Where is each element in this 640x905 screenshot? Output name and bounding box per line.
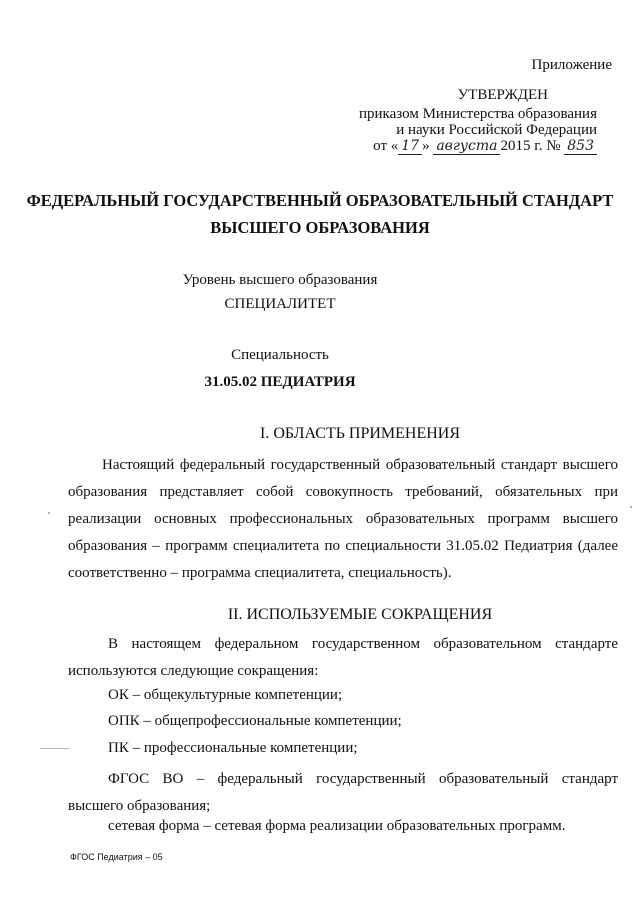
document-title-line-2: ВЫСШЕГО ОБРАЗОВАНИЯ [210,218,430,237]
abbreviation-item: ОК – общекультурные компетенции; [108,687,343,703]
order-line-1: приказом Министерства образования [359,106,597,122]
section-2-intro: В настоящем федеральном государственном образовательном стандарте используются следующие сокращения: [68,636,618,679]
abbreviation-item: ФГОС ВО – федеральный государственный образовательный стандарт высшего образования; [68,771,618,814]
page-footer: ФГОС Педиатрия – 05 [70,852,163,862]
specialty-label: Специальность [231,347,329,363]
approved-label: УТВЕРЖДЕН [457,87,548,103]
scan-speck [48,512,50,514]
education-level-value: СПЕЦИАЛИТЕТ [224,296,336,312]
appendix-label: Приложение [531,57,612,73]
section-1-paragraph: Настоящий федеральный государственный образовательный стандарт высшего образования представляет собой совокупность требований, обязательных при реализации основных профессиональных образовательных программ высшего образования – программ специалитета по специальности 31.05.02 Педиатрия (далее соответственно – программа специалитета, специальность). [68,457,618,581]
specialty-value: 31.05.02 ПЕДИАТРИЯ [204,374,356,390]
handwritten-number: 853 [564,138,597,155]
document-title-line-1: ФЕДЕРАЛЬНЫЙ ГОСУДАРСТВЕННЫЙ ОБРАЗОВАТЕЛЬНЫЙ СТАНДАРТ [26,191,614,210]
abbreviation-item: ПК – профессиональные компетенции; [108,740,358,756]
education-level-label: Уровень высшего образования [182,272,378,288]
section-2-heading: II. ИСПОЛЬЗУЕМЫЕ СОКРАЩЕНИЯ [227,606,493,623]
handwritten-day: 17 [398,138,422,155]
order-line-2: и науки Российской Федерации [396,122,597,138]
abbreviation-item: сетевая форма – сетевая форма реализации образовательных программ. [108,818,566,834]
scan-speck [630,506,632,508]
section-1-heading: I. ОБЛАСТЬ ПРИМЕНЕНИЯ [259,425,461,442]
handwritten-month: августа [433,138,500,155]
order-date-line: от « 17 » августа 2015 г. № 853 [373,138,597,155]
abbreviation-item: ОПК – общепрофессиональные компетенции; [108,713,402,729]
scan-margin-mark [40,748,70,749]
